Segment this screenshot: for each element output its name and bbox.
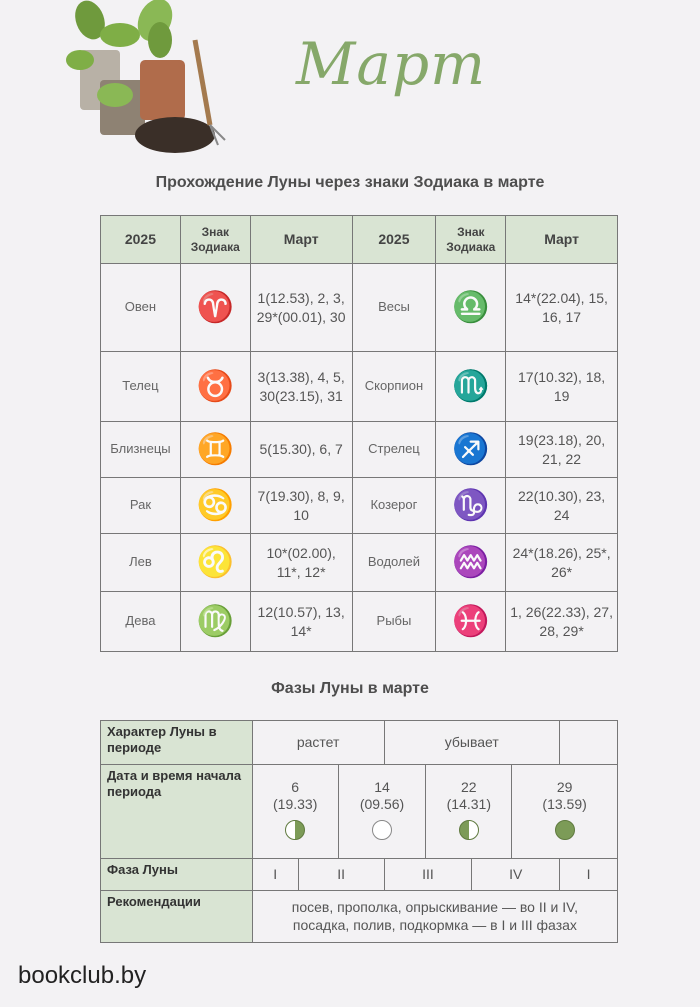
- table-row: [101, 422, 618, 478]
- sign-name: Водолей: [352, 534, 436, 592]
- sign-dates: 5(15.30), 6, 7: [250, 422, 352, 478]
- sign-dates: 1(12.53), 2, 3, 29*(00.01), 30: [250, 264, 352, 352]
- period-day: 14: [374, 778, 390, 795]
- sign-name: Дева: [101, 592, 181, 652]
- character-row: [101, 721, 618, 765]
- phase-cell: III: [384, 859, 472, 891]
- seedlings-illustration: [60, 0, 240, 160]
- recommendation-line: посев, прополка, опрыскивание — во II и IV,: [291, 899, 579, 915]
- character-label: Характер Луны в периоде: [101, 721, 253, 765]
- period-time: (19.33): [273, 796, 318, 813]
- recommendation-row: [101, 891, 618, 943]
- phase-cell: I: [560, 859, 618, 891]
- date-row: [101, 765, 618, 859]
- waning-cell: убывает: [384, 721, 560, 765]
- sign-name: Стрелец: [352, 422, 436, 478]
- sign-name: Весы: [352, 264, 436, 352]
- recommendation-label: Рекомендации: [101, 891, 253, 943]
- recommendation-text: [252, 891, 617, 943]
- phase-cell: II: [298, 859, 384, 891]
- leo-icon: ♌: [180, 534, 250, 592]
- sign-dates: 14*(22.04), 15, 16, 17: [506, 264, 618, 352]
- growing-cell: растет: [252, 721, 384, 765]
- site-watermark: bookclub.by: [18, 962, 147, 989]
- sign-dates: 22(10.30), 23, 24: [506, 478, 618, 534]
- libra-icon: ♎: [436, 264, 506, 352]
- table-row: [101, 534, 618, 592]
- period-cell: [426, 765, 512, 859]
- zodiac-header-row: [101, 216, 618, 264]
- aquarius-icon: ♒: [436, 534, 506, 592]
- sign-name: Лев: [101, 534, 181, 592]
- date-label: Дата и время начала периода: [101, 765, 253, 859]
- phase-row: [101, 859, 618, 891]
- header-month-right: Март: [506, 216, 618, 264]
- period-cell: [512, 765, 618, 859]
- gemini-icon: ♊: [180, 422, 250, 478]
- cancer-icon: ♋: [180, 478, 250, 534]
- period-cell: [338, 765, 426, 859]
- phase-cell: I: [252, 859, 298, 891]
- phases-heading: Фазы Луны в марте: [271, 680, 429, 697]
- virgo-icon: ♍: [180, 592, 250, 652]
- zodiac-table: [100, 215, 618, 652]
- moon-phases-table: [100, 720, 618, 943]
- period-day: 22: [461, 778, 477, 795]
- sign-dates: 7(19.30), 8, 9, 10: [250, 478, 352, 534]
- capricorn-icon: ♑: [436, 478, 506, 534]
- period-cell: [252, 765, 338, 859]
- period-time: (14.31): [446, 796, 491, 813]
- aries-icon: ♈: [180, 264, 250, 352]
- table-row: [101, 352, 618, 422]
- sagittarius-icon: ♐: [436, 422, 506, 478]
- sign-name: Рак: [101, 478, 181, 534]
- header-sign-left: Знак Зодиака: [180, 216, 250, 264]
- sign-dates: 19(23.18), 20, 21, 22: [506, 422, 618, 478]
- header-year-right: 2025: [352, 216, 436, 264]
- empty-cell: [560, 721, 618, 765]
- period-day: 6: [291, 778, 300, 795]
- header-year-left: 2025: [101, 216, 181, 264]
- scorpio-icon: ♏: [436, 352, 506, 422]
- phase-label: Фаза Луны: [101, 859, 253, 891]
- sign-name: Рыбы: [352, 592, 436, 652]
- period-day: 29: [556, 778, 573, 795]
- page-title: Март: [296, 30, 487, 98]
- header-sign-right: Знак Зодиака: [436, 216, 506, 264]
- table-row: [101, 592, 618, 652]
- new-moon-icon: [555, 820, 575, 840]
- sign-dates: 10*(02.00), 11*, 12*: [250, 534, 352, 592]
- sign-dates: 3(13.38), 4, 5, 30(23.15), 31: [250, 352, 352, 422]
- table-row: [101, 478, 618, 534]
- sign-name: Близнецы: [101, 422, 181, 478]
- sign-name: Овен: [101, 264, 181, 352]
- zodiac-heading: Прохождение Луны через знаки Зодиака в марте: [155, 174, 545, 191]
- full-moon-icon: [372, 820, 392, 840]
- first-quarter-moon-icon: [285, 820, 305, 840]
- phase-cell: IV: [472, 859, 560, 891]
- sign-name: Телец: [101, 352, 181, 422]
- recommendation-line: посадка, полив, подкормка — в I и III фазах: [292, 916, 577, 933]
- sign-name: Козерог: [352, 478, 436, 534]
- last-quarter-moon-icon: [459, 820, 479, 840]
- sign-name: Скорпион: [352, 352, 436, 422]
- pisces-icon: ♓: [436, 592, 506, 652]
- sign-dates: 12(10.57), 13, 14*: [250, 592, 352, 652]
- period-time: (13.59): [542, 796, 587, 813]
- sign-dates: 1, 26(22.33), 27, 28, 29*: [506, 592, 618, 652]
- taurus-icon: ♉: [180, 352, 250, 422]
- sign-dates: 24*(18.26), 25*, 26*: [506, 534, 618, 592]
- table-row: [101, 264, 618, 352]
- period-time: (09.56): [359, 796, 405, 813]
- header-month-left: Март: [250, 216, 352, 264]
- sign-dates: 17(10.32), 18, 19: [506, 352, 618, 422]
